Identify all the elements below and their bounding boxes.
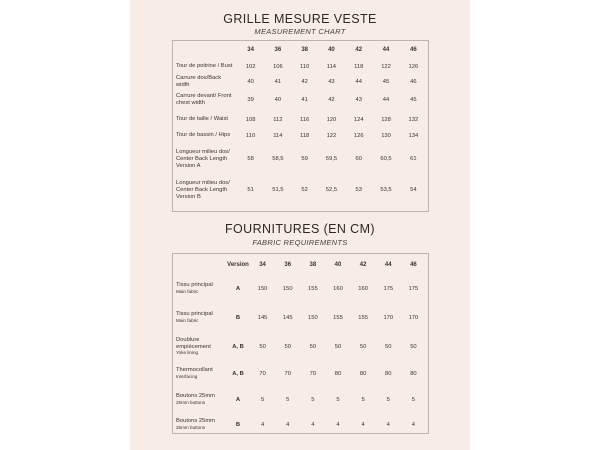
cell-value: 61 (410, 156, 417, 162)
fabric-title: FOURNITURES (EN CM) (225, 222, 375, 236)
cell-value: 4 (411, 422, 416, 428)
cell-value: 58,5 (272, 156, 284, 162)
row-label: Tour de bassin / Hips (176, 132, 231, 138)
label-fr: Boutons 25mm (176, 393, 215, 400)
cell-value: 118 (354, 63, 364, 70)
cell-value: 4 (386, 422, 390, 428)
cell-value: 170 (408, 315, 419, 321)
version-cell: A (235, 397, 241, 403)
table-row (176, 89, 426, 111)
cell-value: 80 (385, 371, 392, 377)
cell-value: 160 (333, 286, 343, 292)
cell-value: 44 (355, 78, 362, 85)
cell-value: 150 (308, 315, 318, 321)
label-fr: Boutons 25mm (176, 418, 215, 425)
cell-value: 5 (411, 397, 416, 403)
cell-value: 5 (286, 397, 290, 403)
cell-value: 70 (309, 371, 317, 377)
cell-value: 102 (245, 63, 256, 70)
size-header: 46 (410, 261, 417, 268)
table-row (176, 74, 426, 89)
cell-value: 39 (247, 97, 254, 103)
cell-value: 41 (274, 78, 282, 85)
size-header: 44 (384, 261, 392, 268)
cell-value: 42 (301, 78, 308, 85)
cell-value: 155 (333, 315, 343, 321)
cell-value: 122 (326, 132, 337, 139)
cell-value: 122 (381, 63, 391, 70)
cell-value: 134 (408, 132, 419, 139)
label-fr: Tissu principal (176, 311, 213, 318)
header-blank (176, 41, 238, 59)
cell-value: 50 (410, 344, 417, 350)
cell-value: 116 (300, 116, 310, 123)
fabric-subtitle: FABRIC REQUIREMENTS (252, 238, 348, 247)
cell-value: 145 (257, 315, 268, 321)
cell-value: 150 (257, 286, 268, 292)
cell-value: 114 (326, 63, 337, 70)
row-label (176, 304, 226, 332)
cell-value: 150 (282, 286, 293, 292)
cell-value: 4 (361, 422, 365, 428)
version-cell: B (235, 315, 241, 321)
cell-value: 4 (260, 422, 265, 428)
cell-value: 110 (300, 63, 310, 70)
cell-value: 54 (410, 187, 417, 193)
table-row (176, 274, 426, 304)
cell-value: 50 (309, 344, 317, 350)
version-cell: A, B (232, 344, 244, 350)
size-header: 44 (382, 47, 390, 53)
cell-value: 175 (383, 286, 394, 292)
size-header: 38 (309, 261, 317, 268)
table-row (176, 128, 426, 143)
cell-value: 118 (300, 132, 310, 139)
version-cell: A, B (232, 371, 244, 377)
cell-value: 50 (259, 344, 266, 350)
cell-value: 5 (311, 397, 315, 403)
fabric-table (176, 255, 426, 436)
cell-value: 4 (336, 422, 340, 428)
cell-value: 60 (355, 156, 362, 162)
cell-value: 43 (355, 97, 362, 103)
cell-value: 110 (245, 132, 256, 139)
cell-value: 50 (334, 344, 342, 350)
version-cell: A (235, 286, 241, 292)
cell-value: 106 (273, 63, 283, 70)
size-header: 42 (355, 47, 363, 53)
cell-value: 58 (247, 156, 254, 162)
cell-value: 160 (358, 286, 368, 292)
cell-value: 124 (353, 116, 364, 123)
measurement-subtitle: MEASUREMENT CHART (254, 27, 346, 36)
cell-value: 4 (286, 422, 290, 428)
cell-value: 44 (382, 97, 390, 103)
measurement-title: GRILLE MESURE VESTE (223, 12, 377, 26)
cell-value: 80 (334, 371, 342, 377)
cell-value: 114 (273, 132, 283, 139)
size-header: 34 (247, 47, 254, 53)
cell-value: 59 (301, 156, 308, 162)
cell-value: 60,5 (380, 156, 392, 162)
table-row (176, 386, 426, 414)
label-en: Interfacing (176, 374, 198, 379)
cell-value: 45 (382, 78, 390, 85)
cell-value: 52 (301, 187, 308, 193)
cell-value: 5 (386, 397, 390, 403)
cell-value: 42 (328, 97, 335, 103)
cell-value: 52,5 (325, 187, 338, 193)
table-row (176, 414, 426, 436)
cell-value: 59,5 (325, 156, 338, 162)
label-en: Main fabric (176, 289, 199, 294)
cell-value: 155 (308, 286, 318, 292)
row-label: Longueur milieu dos/ Center Back Length Version A (176, 148, 230, 169)
table-row (176, 332, 426, 362)
label-en: 25mm buttons (176, 400, 206, 405)
label-fr: Doublure empiècement (176, 337, 211, 350)
cell-value: 53,5 (380, 187, 392, 193)
row-label: Tour de poitrine / Bust (176, 63, 233, 69)
cell-value: 130 (381, 132, 391, 139)
cell-value: 145 (282, 315, 293, 321)
cell-value: 155 (358, 315, 368, 321)
cell-value: 80 (359, 371, 367, 377)
table-row (176, 143, 426, 175)
cell-value: 120 (326, 116, 337, 123)
cell-value: 45 (410, 97, 417, 103)
cell-value: 51,5 (272, 187, 284, 193)
cell-value: 53 (355, 187, 362, 193)
size-header: 38 (301, 47, 308, 53)
cell-value: 43 (328, 78, 335, 85)
cell-value: 46 (410, 78, 417, 85)
cell-value: 170 (383, 315, 394, 321)
cell-value: 5 (336, 397, 340, 403)
header-blank (176, 255, 226, 274)
cell-value: 128 (381, 116, 391, 123)
cell-value: 4 (311, 422, 315, 428)
size-header: 34 (259, 261, 266, 268)
size-header: 36 (274, 47, 282, 53)
version-header: Version (227, 261, 249, 268)
cell-value: 132 (408, 116, 419, 123)
version-cell: B (235, 422, 241, 428)
measurement-header-row (176, 41, 426, 59)
row-label (176, 362, 226, 386)
row-label: Carrure dos/Back width (176, 74, 222, 88)
table-row (176, 362, 426, 386)
measurement-table (176, 41, 426, 205)
fabric-header-row (176, 255, 426, 274)
table-row (176, 59, 426, 74)
table-row (176, 111, 426, 128)
size-header: 36 (284, 261, 292, 268)
row-label: Longueur milieu dos/ Center Back Length Version B (176, 179, 230, 200)
row-label: Carrure devant/ Front chest width (176, 93, 232, 106)
label-fr: Thermocollant (176, 367, 213, 374)
row-label (176, 274, 226, 304)
label-en: Main fabric (176, 318, 199, 323)
table-row (176, 304, 426, 332)
label-fr: Tissu principal (176, 282, 213, 289)
cell-value: 126 (408, 63, 419, 70)
cell-value: 50 (284, 344, 291, 350)
row-label (176, 386, 226, 414)
label-en: Yoke lining (176, 350, 199, 356)
cell-value: 126 (353, 132, 364, 139)
cell-value: 40 (274, 97, 282, 103)
label-en: 25mm buttons (176, 425, 206, 430)
row-label (176, 332, 226, 362)
cell-value: 51 (247, 187, 254, 193)
cell-value: 50 (385, 344, 392, 350)
cell-value: 40 (247, 78, 254, 85)
cell-value: 70 (284, 371, 291, 377)
cell-value: 5 (361, 397, 365, 403)
cell-value: 5 (260, 397, 265, 403)
size-header: 42 (359, 261, 367, 268)
cell-value: 80 (410, 371, 417, 377)
row-label (176, 414, 226, 436)
row-label: Tour de taille / Waist (176, 116, 228, 122)
table-row (176, 175, 426, 205)
cell-value: 50 (359, 344, 367, 350)
cell-value: 70 (259, 371, 266, 377)
cell-value: 108 (245, 116, 256, 123)
cell-value: 41 (301, 97, 308, 103)
cell-value: 175 (408, 286, 419, 292)
size-header: 46 (410, 47, 417, 53)
size-header: 40 (334, 261, 342, 268)
size-header: 40 (328, 47, 335, 53)
cell-value: 112 (273, 116, 283, 123)
